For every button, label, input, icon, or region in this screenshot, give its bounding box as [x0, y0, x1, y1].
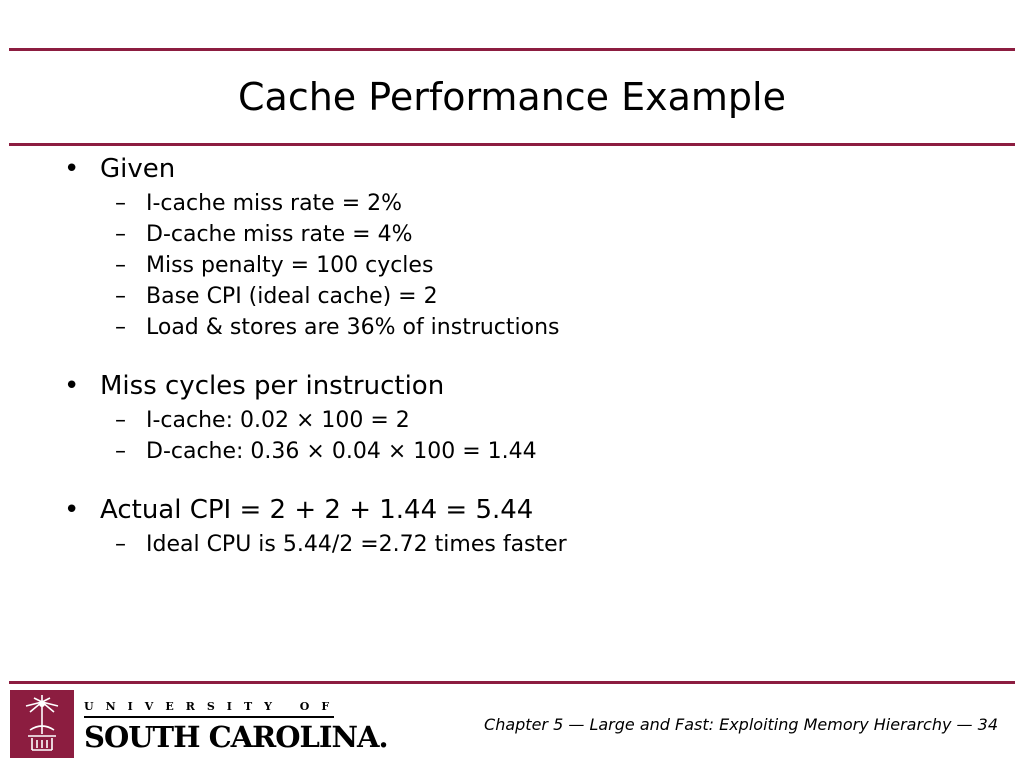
bullet-actual-cpi: • Actual CPI = 2 + 2 + 1.44 = 5.44: [60, 491, 1000, 529]
sub-bullet: – Miss penalty = 100 cycles: [60, 250, 1000, 281]
sub-bullet: – I-cache miss rate = 2%: [60, 188, 1000, 219]
logo-divider: [84, 716, 334, 718]
sublist-actual-cpi: [60, 529, 1000, 560]
bullet-miss-cycles: • Miss cycles per instruction: [60, 367, 1000, 405]
logo-university-of: UNIVERSITY OF: [84, 700, 342, 713]
sub-bullet: – D-cache: 0.36 × 0.04 × 100 = 1.44: [60, 436, 1000, 467]
top-rule: [9, 48, 1015, 51]
palmetto-seal-icon: [10, 690, 74, 758]
sub-bullet: – I-cache: 0.02 × 100 = 2: [60, 405, 1000, 436]
bullet-group-given: [60, 150, 1000, 343]
sub-bullet: – Load & stores are 36% of instructions: [60, 312, 1000, 343]
sub-bullet: – D-cache miss rate = 4%: [60, 219, 1000, 250]
footer-rule: [9, 681, 1015, 684]
slide-content: [60, 150, 1000, 560]
title-rule: [9, 143, 1015, 146]
university-logo: [10, 690, 388, 760]
sublist-miss-cycles: [60, 405, 1000, 467]
footer-caption: Chapter 5 — Large and Fast: Exploiting Memory Hierarchy — 34: [484, 715, 998, 734]
sub-bullet: – Base CPI (ideal cache) = 2: [60, 281, 1000, 312]
bullet-group-actual-cpi: [60, 491, 1000, 560]
logo-south-carolina: SOUTH CAROLINA.: [84, 720, 388, 754]
bullet-given: • Given: [60, 150, 1000, 188]
sub-bullet: – Ideal CPU is 5.44/2 =2.72 times faster: [60, 529, 1000, 560]
bullet-group-miss-cycles: [60, 367, 1000, 467]
slide-title: Cache Performance Example: [238, 75, 786, 119]
sublist-given: [60, 188, 1000, 343]
